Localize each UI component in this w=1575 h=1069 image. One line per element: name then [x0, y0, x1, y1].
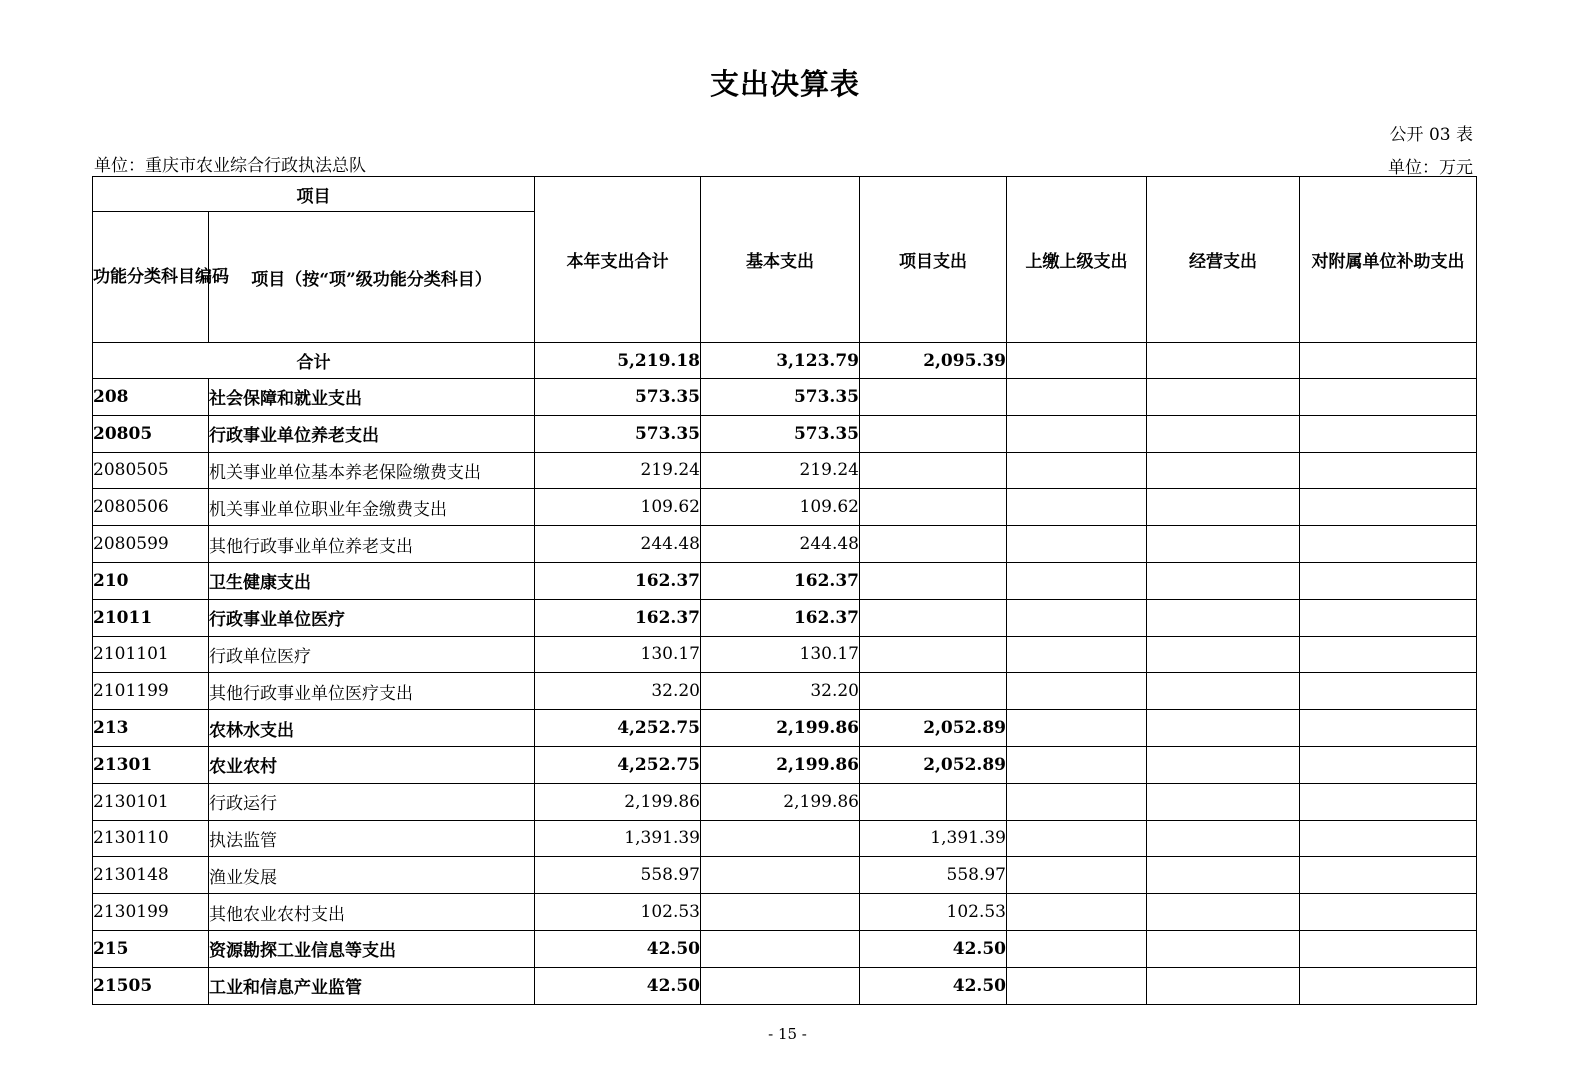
cell-proj — [860, 452, 1007, 489]
cell-total: 244.48 — [535, 526, 701, 563]
cell-upper — [1007, 710, 1147, 747]
cell-basic: 2,199.86 — [701, 783, 860, 820]
cell-upper — [1007, 526, 1147, 563]
cell-total: 162.37 — [535, 562, 701, 599]
cell-code: 2130101 — [93, 783, 209, 820]
cell-upper — [1007, 930, 1147, 967]
cell-upper — [1007, 673, 1147, 710]
cell-business — [1147, 452, 1300, 489]
cell-proj: 42.50 — [860, 930, 1007, 967]
cell-basic: 130.17 — [701, 636, 860, 673]
cell-basic — [701, 857, 860, 894]
cell-proj — [860, 379, 1007, 416]
cell-proj — [860, 783, 1007, 820]
table-row — [93, 857, 1477, 894]
table-row — [93, 452, 1477, 489]
cell-basic — [701, 820, 860, 857]
cell-business — [1147, 562, 1300, 599]
cell-basic: 573.35 — [701, 415, 860, 452]
cell-subsidy — [1300, 894, 1477, 931]
table-row — [93, 783, 1477, 820]
cell-name: 其他农业农村支出 — [209, 894, 535, 931]
cell-code: 210 — [93, 562, 209, 599]
cell-code: 2080505 — [93, 452, 209, 489]
cell-basic — [701, 967, 860, 1004]
unit-currency: 单位：万元 — [1388, 158, 1473, 178]
table-row — [93, 489, 1477, 526]
total-cell-subsidy — [1300, 343, 1477, 379]
cell-proj — [860, 489, 1007, 526]
cell-subsidy — [1300, 562, 1477, 599]
cell-subsidy — [1300, 930, 1477, 967]
cell-proj — [860, 673, 1007, 710]
cell-code: 208 — [93, 379, 209, 416]
cell-subsidy — [1300, 379, 1477, 416]
cell-business — [1147, 526, 1300, 563]
cell-proj: 558.97 — [860, 857, 1007, 894]
cell-upper — [1007, 820, 1147, 857]
table-row — [93, 415, 1477, 452]
header-item: 项目（按“项”级功能分类科目） — [209, 212, 535, 343]
cell-proj: 1,391.39 — [860, 820, 1007, 857]
cell-total: 558.97 — [535, 857, 701, 894]
cell-business — [1147, 415, 1300, 452]
cell-name: 行政事业单位医疗 — [209, 599, 535, 636]
cell-business — [1147, 820, 1300, 857]
cell-total: 162.37 — [535, 599, 701, 636]
form-number: 公开 03 表 — [1389, 125, 1473, 145]
cell-business — [1147, 857, 1300, 894]
cell-total: 32.20 — [535, 673, 701, 710]
cell-subsidy — [1300, 673, 1477, 710]
cell-code: 2101101 — [93, 636, 209, 673]
cell-name: 工业和信息产业监管 — [209, 967, 535, 1004]
cell-business — [1147, 489, 1300, 526]
cell-business — [1147, 379, 1300, 416]
cell-upper — [1007, 452, 1147, 489]
table-row — [93, 967, 1477, 1004]
unit-organization: 单位：重庆市农业综合行政执法总队 — [94, 156, 366, 176]
expenditure-table — [92, 176, 1477, 1005]
total-cell-business — [1147, 343, 1300, 379]
cell-upper — [1007, 379, 1147, 416]
cell-total: 109.62 — [535, 489, 701, 526]
cell-basic: 2,199.86 — [701, 746, 860, 783]
table-row — [93, 820, 1477, 857]
cell-basic — [701, 894, 860, 931]
cell-upper — [1007, 415, 1147, 452]
cell-code: 2130199 — [93, 894, 209, 931]
header-upper: 上缴上级支出 — [1007, 177, 1147, 343]
total-row — [93, 343, 1477, 379]
cell-business — [1147, 746, 1300, 783]
cell-total: 42.50 — [535, 967, 701, 1004]
cell-name: 渔业发展 — [209, 857, 535, 894]
cell-subsidy — [1300, 636, 1477, 673]
cell-total: 219.24 — [535, 452, 701, 489]
table-row — [93, 562, 1477, 599]
cell-upper — [1007, 857, 1147, 894]
cell-name: 行政单位医疗 — [209, 636, 535, 673]
cell-business — [1147, 783, 1300, 820]
cell-proj — [860, 526, 1007, 563]
cell-upper — [1007, 783, 1147, 820]
cell-code: 21011 — [93, 599, 209, 636]
cell-total: 4,252.75 — [535, 746, 701, 783]
cell-name: 机关事业单位职业年金缴费支出 — [209, 489, 535, 526]
cell-upper — [1007, 746, 1147, 783]
header-code: 功能分类科目编码 — [93, 212, 209, 343]
cell-code: 21301 — [93, 746, 209, 783]
total-cell-basic: 3,123.79 — [701, 343, 860, 379]
cell-subsidy — [1300, 783, 1477, 820]
cell-code: 2080506 — [93, 489, 209, 526]
table-row — [93, 599, 1477, 636]
header-basic: 基本支出 — [701, 177, 860, 343]
header-total: 本年支出合计 — [535, 177, 701, 343]
cell-upper — [1007, 894, 1147, 931]
cell-total: 573.35 — [535, 415, 701, 452]
cell-proj — [860, 599, 1007, 636]
total-cell-upper — [1007, 343, 1147, 379]
cell-name: 农林水支出 — [209, 710, 535, 747]
cell-total: 102.53 — [535, 894, 701, 931]
cell-code: 2130148 — [93, 857, 209, 894]
header-business: 经营支出 — [1147, 177, 1300, 343]
cell-name: 行政事业单位养老支出 — [209, 415, 535, 452]
cell-basic: 109.62 — [701, 489, 860, 526]
cell-basic — [701, 930, 860, 967]
cell-upper — [1007, 636, 1147, 673]
cell-basic: 219.24 — [701, 452, 860, 489]
cell-code: 215 — [93, 930, 209, 967]
cell-total: 573.35 — [535, 379, 701, 416]
cell-code: 2080599 — [93, 526, 209, 563]
table-row — [93, 379, 1477, 416]
cell-proj: 102.53 — [860, 894, 1007, 931]
total-label: 合计 — [93, 343, 535, 379]
table-row — [93, 526, 1477, 563]
table-row — [93, 636, 1477, 673]
cell-basic: 32.20 — [701, 673, 860, 710]
cell-subsidy — [1300, 710, 1477, 747]
cell-business — [1147, 636, 1300, 673]
cell-proj — [860, 562, 1007, 599]
cell-upper — [1007, 489, 1147, 526]
cell-subsidy — [1300, 857, 1477, 894]
cell-name: 其他行政事业单位医疗支出 — [209, 673, 535, 710]
table-row — [93, 710, 1477, 747]
cell-business — [1147, 894, 1300, 931]
cell-total: 2,199.86 — [535, 783, 701, 820]
cell-name: 农业农村 — [209, 746, 535, 783]
total-cell-project: 2,095.39 — [860, 343, 1007, 379]
cell-total: 42.50 — [535, 930, 701, 967]
table-row — [93, 930, 1477, 967]
cell-subsidy — [1300, 452, 1477, 489]
cell-name: 机关事业单位基本养老保险缴费支出 — [209, 452, 535, 489]
cell-subsidy — [1300, 967, 1477, 1004]
cell-proj — [860, 415, 1007, 452]
table-row — [93, 673, 1477, 710]
cell-code: 20805 — [93, 415, 209, 452]
cell-total: 4,252.75 — [535, 710, 701, 747]
cell-basic: 162.37 — [701, 599, 860, 636]
cell-business — [1147, 930, 1300, 967]
cell-name: 行政运行 — [209, 783, 535, 820]
cell-upper — [1007, 967, 1147, 1004]
cell-basic: 2,199.86 — [701, 710, 860, 747]
cell-basic: 162.37 — [701, 562, 860, 599]
cell-code: 2101199 — [93, 673, 209, 710]
cell-subsidy — [1300, 746, 1477, 783]
cell-subsidy — [1300, 489, 1477, 526]
header-subsidy: 对附属单位补助支出 — [1300, 177, 1477, 343]
cell-subsidy — [1300, 526, 1477, 563]
cell-code: 213 — [93, 710, 209, 747]
cell-business — [1147, 710, 1300, 747]
cell-code: 21505 — [93, 967, 209, 1004]
cell-proj: 42.50 — [860, 967, 1007, 1004]
total-cell-total: 5,219.18 — [535, 343, 701, 379]
page-number: - 15 - — [768, 1025, 807, 1043]
cell-basic: 244.48 — [701, 526, 860, 563]
cell-subsidy — [1300, 820, 1477, 857]
header-project: 项目 — [93, 177, 535, 212]
cell-upper — [1007, 562, 1147, 599]
cell-name: 社会保障和就业支出 — [209, 379, 535, 416]
cell-upper — [1007, 599, 1147, 636]
table-row — [93, 894, 1477, 931]
cell-proj: 2,052.89 — [860, 746, 1007, 783]
cell-proj — [860, 636, 1007, 673]
cell-name: 资源勘探工业信息等支出 — [209, 930, 535, 967]
table-row — [93, 746, 1477, 783]
cell-subsidy — [1300, 415, 1477, 452]
cell-name: 卫生健康支出 — [209, 562, 535, 599]
header-project-expenditure: 项目支出 — [860, 177, 1007, 343]
cell-business — [1147, 967, 1300, 1004]
cell-code: 2130110 — [93, 820, 209, 857]
cell-business — [1147, 673, 1300, 710]
cell-business — [1147, 599, 1300, 636]
cell-total: 130.17 — [535, 636, 701, 673]
cell-subsidy — [1300, 599, 1477, 636]
cell-total: 1,391.39 — [535, 820, 701, 857]
cell-name: 其他行政事业单位养老支出 — [209, 526, 535, 563]
cell-proj: 2,052.89 — [860, 710, 1007, 747]
cell-basic: 573.35 — [701, 379, 860, 416]
cell-name: 执法监管 — [209, 820, 535, 857]
page-title: 支出决算表 — [709, 67, 860, 101]
